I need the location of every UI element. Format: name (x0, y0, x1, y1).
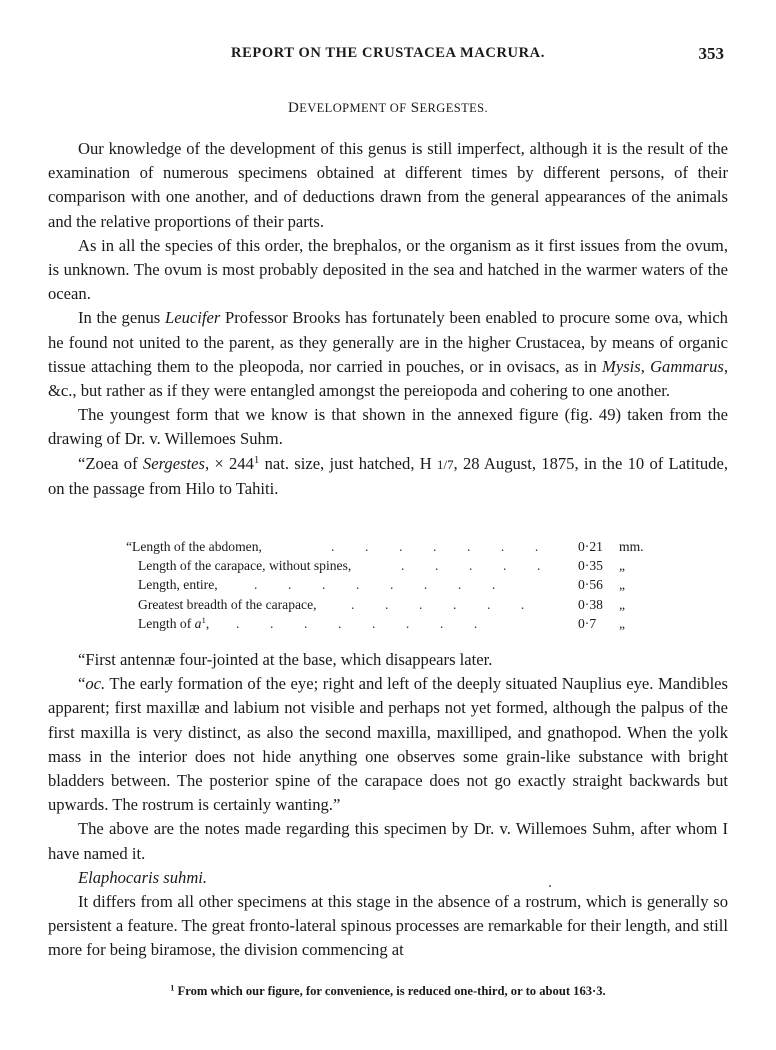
page-number: 353 (698, 44, 724, 63)
p3-text-b: Professor Brooks has fortunately been enabled to procure some ova, which he found not united to the parent, as they generally are in the higher Crustacea, by means of organic tissue attaching them to the pleopoda, nor carried in pouches, or in ovisacs, as in (48, 308, 728, 376)
leader-dots: . . . . . (401, 558, 541, 574)
paragraph-3 (48, 306, 728, 403)
heading-small-caps-2: ERGESTES. (419, 101, 489, 115)
heading-initial: D (287, 100, 300, 116)
stray-mark (549, 885, 551, 887)
paragraph-7 (48, 672, 728, 817)
measurement-value: 0·35 (578, 558, 603, 574)
running-title: REPORT ON THE CRUSTACEA MACRURA. (231, 45, 545, 61)
p5-text-a: “Zoea of (78, 453, 143, 473)
paragraph-5 (48, 452, 728, 501)
footnote-ref: 1 (253, 453, 260, 466)
leader-dots: . . . . . . . (331, 539, 539, 554)
leader-dots: . . . . . . (351, 596, 525, 612)
p3-comma: , (640, 356, 651, 376)
measurement-value: 0·56 (578, 577, 603, 593)
text-block-upper (48, 137, 728, 501)
measurement-row (126, 595, 656, 614)
measurement-row (126, 537, 656, 556)
heading-small-caps: EVELOPMENT OF (299, 101, 407, 115)
species-name: Elaphocaris suhmi. (78, 867, 208, 887)
footnote-text: From which our figure, for convenience, is reduced one-third, or to about 163·3. (174, 984, 606, 998)
measurement-row (126, 556, 656, 575)
p3-text-a: In the genus (78, 308, 165, 328)
heading-initial-2: S (410, 100, 420, 116)
measurement-row (126, 575, 656, 594)
measurement-row (126, 614, 656, 633)
p7-open-quote: “ (78, 674, 86, 694)
measurement-value: 0·38 (578, 596, 603, 612)
paragraph-4: The youngest form that we know is that shown in the annexed figure (fig. 49) taken from the drawing of Dr. v. Willemoes Suhm. (48, 405, 728, 449)
measurement-value: 0·7 (578, 615, 597, 631)
p5-text-b: , × 244 (204, 453, 254, 473)
genus-leucifer: Leucifer (164, 308, 221, 328)
genus-mysis: Mysis (602, 356, 641, 376)
label-italic: a (194, 615, 202, 631)
label-sup: 1 (201, 614, 206, 625)
paragraph-2: As in all the species of this order, the brephalos, or the organism as it first issues from the ovum, is unknown. The ovum is most probably deposited in the sea and hatched in the warmer waters of the ocean. (48, 235, 728, 304)
measurement-value: 0·21 (578, 539, 603, 554)
measurement-label: Length, entire, (138, 577, 218, 593)
measurement-label (138, 614, 209, 633)
measurement-unit: „ (619, 558, 626, 574)
paragraph-6: “First antennæ four-jointed at the base, which disappears later. (78, 650, 493, 669)
text-block-lower (48, 648, 728, 963)
footnote (48, 984, 728, 999)
p3-text-c: , &c., but rather as if they were entangled amongst the pereiopoda and cohering to one another. (48, 356, 728, 401)
paragraph-1: Our knowledge of the development of this genus is still imperfect, although it is the result of the examination of numerous specimens obtained at different times by different persons, of their comparison with one another, and of deductions drawn from the general appearances of the animals and the relative proportions of their parts. (48, 139, 728, 231)
p5-text-c: nat. size, just hatched, H (259, 453, 437, 473)
leader-dots: . . . . . . . . (236, 615, 478, 631)
measurement-label: “Length of the abdomen, (126, 539, 262, 554)
genus-sergestes: Sergestes (142, 453, 205, 473)
oc-abbrev: oc. (85, 674, 106, 694)
fraction: 1/7 (437, 456, 454, 472)
measurement-unit: „ (619, 596, 626, 612)
leader-dots: . . . . . . . . (254, 577, 496, 593)
measurement-unit: „ (619, 577, 626, 593)
genus-gammarus: Gammarus (650, 356, 724, 376)
measurement-label: Greatest breadth of the carapace, (138, 596, 317, 612)
section-heading (48, 100, 728, 117)
paragraph-8: The above are the notes made regarding this specimen by Dr. v. Willemoes Suhm, after whom I have named it. (48, 819, 728, 863)
measurement-unit: mm. (619, 539, 644, 554)
paragraph-9 (48, 866, 728, 890)
measurement-unit: „ (619, 615, 626, 631)
running-head (48, 45, 728, 67)
p5-text-d: , 28 August, 1875, in the 10 of Latitude, on the passage from Hilo to Tahiti. (48, 453, 728, 498)
label-text-b: , (205, 615, 210, 631)
footnote-marker: 1 (170, 983, 175, 993)
paragraph-10: It differs from all other specimens at this stage in the absence of a rostrum, which is generally so persistent a feature. The great fronto-lateral spinous processes are remarkable for their length, and still more for being biramose, the division commencing at (48, 892, 728, 960)
measurements-table (126, 537, 656, 633)
measurement-label: Length of the carapace, without spines, (138, 558, 352, 574)
label-text-a: Length of (138, 615, 195, 631)
p7-text: The early formation of the eye; right and left of the deeply situated Nauplius eye. Mandibles apparent; first maxillæ and labium not visible and perhaps not yet formed, although the palpus of the first maxilla is very distinct, as also the second maxilla, maxilliped, and gnathopod. When the yolk mass in the interior does not hide anything one observes some grain-like substance with bright bladders between. The posterior spine of the carapace does not go exactly straight backwards but upwards. The rostrum is certainly wanting.” (48, 674, 728, 815)
